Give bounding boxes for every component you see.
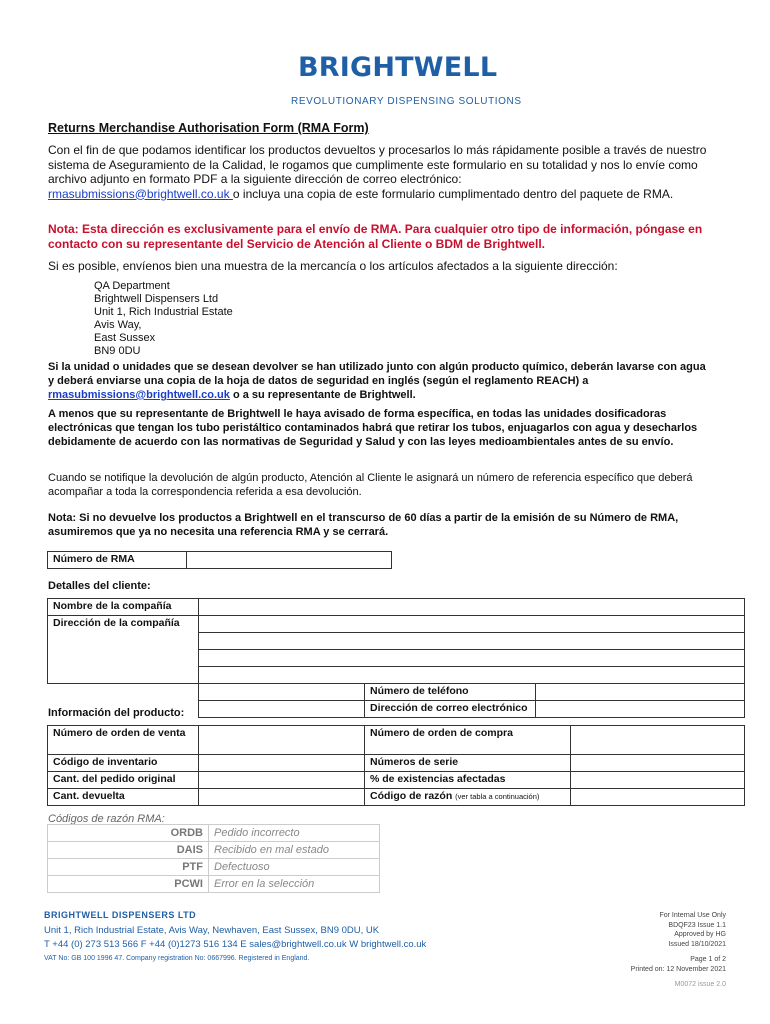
chemical-email-link[interactable]: rmasubmissions@brightwell.co.uk bbox=[48, 389, 230, 401]
code-cell: PTF bbox=[48, 859, 209, 876]
client-table bbox=[47, 598, 745, 718]
company-name-field[interactable] bbox=[199, 599, 745, 616]
phone-field[interactable] bbox=[536, 684, 745, 701]
sales-order-label: Número de orden de venta bbox=[48, 726, 199, 755]
serial-numbers-label: Números de serie bbox=[365, 755, 571, 772]
footer-address: Unit 1, Rich Industrial Estate, Avis Way, Newhaven, East Sussex, BN9 0DU, UK bbox=[44, 925, 380, 936]
reason-code-field[interactable] bbox=[571, 789, 745, 806]
code-row bbox=[48, 842, 380, 859]
company-name-label: Nombre de la compañía bbox=[48, 599, 199, 616]
address-line: East Sussex bbox=[94, 332, 156, 344]
rma-email-link[interactable]: rmasubmissions@brightwell.co.uk bbox=[48, 186, 233, 201]
purchase-order-label: Número de orden de compra bbox=[365, 726, 571, 755]
affected-pct-label: % de existencias afectadas bbox=[365, 772, 571, 789]
email-label: Dirección de correo electrónico bbox=[365, 701, 536, 718]
code-desc: Pedido incorrecto bbox=[209, 825, 380, 842]
intro-text-2: o incluya una copia de este formulario cumplimentado dentro del paquete de RMA. bbox=[232, 186, 674, 201]
reason-code-label bbox=[365, 789, 571, 806]
doc-issue: M0072 issue 2.0 bbox=[674, 981, 726, 988]
code-cell: DAIS bbox=[48, 842, 209, 859]
code-desc: Error en la selección bbox=[209, 876, 380, 893]
chemical-paragraph bbox=[48, 360, 708, 402]
affected-pct-field[interactable] bbox=[571, 772, 745, 789]
intro-text-1: Con el fin de que podamos identificar los productos devueltos y procesarlos lo más rápidamente posible a través de nuestro sistema de Aseguramiento de la Calidad, le rogamos que cumplimente este formulario en su totalidad y nos lo envíe como archivo adjunto en formato PDF a la siguiente dirección de correo electrónico: bbox=[48, 143, 707, 186]
sales-order-field[interactable] bbox=[199, 726, 365, 755]
printed-date: Printed on: 12 November 2021 bbox=[630, 965, 726, 973]
address-line: BN9 0DU bbox=[94, 345, 141, 357]
page-info bbox=[631, 955, 726, 974]
chemical-text-1: Si la unidad o unidades que se desean devolver se han utilizado junto con algún producto químico, deberán lavarse con agua y deberá enviarse una copia de la hoja de datos de seguridad en inglés (según el reglamento REACH) a bbox=[48, 361, 706, 387]
company-address-label: Dirección de la compañía bbox=[48, 616, 199, 684]
product-table bbox=[47, 725, 745, 806]
inventory-code-label: Código de inventario bbox=[48, 755, 199, 772]
return-address bbox=[94, 280, 233, 358]
original-qty-field[interactable] bbox=[199, 772, 365, 789]
internal-use-block bbox=[659, 911, 726, 949]
code-desc: Recibido en mal estado bbox=[209, 842, 380, 859]
internal-line: Approved by HG bbox=[674, 931, 726, 938]
reason-code-note: (ver tabla a continuación) bbox=[455, 792, 540, 801]
code-cell: PCWI bbox=[48, 876, 209, 893]
email-field[interactable] bbox=[536, 701, 745, 718]
footer-company: BRIGHTWELL DISPENSERS LTD bbox=[44, 910, 197, 920]
footer-vat: VAT No: GB 100 1996 47. Company registration No: 0667996. Registered in England. bbox=[44, 955, 310, 962]
electronic-paragraph: A menos que su representante de Brightwell le haya avisado de forma específica, en todas las unidades dosificadoras electrónicas que tengan los tubo peristáltico contaminados habrá que retirar los tubos, enjuagarlos con agua y desecharlos debidamente de acuerdo con las normativas de Seguridad y Salud y con las leyes medioambientales antes de su envío. bbox=[48, 408, 698, 448]
codes-heading: Códigos de razón RMA: bbox=[48, 813, 165, 825]
intro-paragraph bbox=[48, 143, 718, 201]
code-cell: ORDB bbox=[48, 825, 209, 842]
address-field-2[interactable] bbox=[199, 633, 745, 650]
returned-qty-label: Cant. devuelta bbox=[48, 789, 199, 806]
internal-line: BDQF23 Issue 1.1 bbox=[668, 921, 726, 929]
code-row bbox=[48, 876, 380, 893]
notify-paragraph: Cuando se notifique la devolución de algún producto, Atención al Cliente le asignará un número de referencia específico que deberá acompañar a toda la correspondencia referida a esa devolución. bbox=[48, 472, 693, 498]
code-desc: Defectuoso bbox=[209, 859, 380, 876]
address-field-1[interactable] bbox=[199, 616, 745, 633]
brightwell-logo: BRIGHTWELL bbox=[298, 52, 498, 83]
note-60-days: Nota: Si no devuelve los productos a Brightwell en el transcurso de 60 días a partir de la emisión de su Número de RMA, asumiremos que ya no necesita una referencia RMA y se cerrará. bbox=[48, 512, 679, 538]
rma-number-table bbox=[47, 551, 392, 569]
code-row bbox=[48, 859, 380, 876]
phone-label: Número de teléfono bbox=[365, 684, 536, 701]
original-qty-label: Cant. del pedido original bbox=[48, 772, 199, 789]
rma-number-field[interactable] bbox=[187, 552, 392, 569]
reason-codes-table bbox=[47, 824, 380, 893]
purchase-order-field[interactable] bbox=[571, 726, 745, 755]
spacer bbox=[48, 684, 199, 701]
address-field-4[interactable] bbox=[199, 667, 745, 684]
tagline: REVOLUTIONARY DISPENSING SOLUTIONS bbox=[291, 96, 522, 107]
sample-text: Si es posible, envíenos bien una muestra de la mercancía o los artículos afectados a la siguiente dirección: bbox=[48, 259, 618, 273]
serial-numbers-field[interactable] bbox=[571, 755, 745, 772]
inventory-code-field[interactable] bbox=[199, 755, 365, 772]
note-exclusive: Nota: Esta dirección es exclusivamente para el envío de RMA. Para cualquier otro tipo de información, póngase en contacto con su representante del Servicio de Atención al Cliente o BDM de Brightwell. bbox=[48, 222, 703, 251]
address-line: QA Department bbox=[94, 280, 170, 292]
client-heading: Detalles del cliente: bbox=[48, 580, 151, 592]
chemical-text-2: o a su representante de Brightwell. bbox=[229, 389, 416, 401]
internal-line: For Internal Use Only bbox=[659, 912, 726, 919]
page-number: Page 1 of 2 bbox=[690, 956, 726, 963]
address-line: Brightwell Dispensers Ltd bbox=[94, 293, 219, 305]
reason-code-text: Código de razón bbox=[370, 790, 453, 802]
returned-qty-field[interactable] bbox=[199, 789, 365, 806]
internal-line: Issued 18/10/2021 bbox=[668, 940, 726, 948]
phone-spacer bbox=[199, 684, 365, 701]
address-field-3[interactable] bbox=[199, 650, 745, 667]
address-line: Unit 1, Rich Industrial Estate bbox=[94, 306, 233, 318]
email-spacer bbox=[199, 701, 365, 718]
footer-contact: T +44 (0) 273 513 566 F +44 (0)1273 516 134 E sales@brightwell.co.uk W brightwell.co.uk bbox=[44, 939, 427, 950]
page-title: Returns Merchandise Authorisation Form (RMA Form) bbox=[48, 121, 369, 135]
address-line: Avis Way, bbox=[94, 319, 142, 331]
product-heading: Información del producto: bbox=[48, 707, 185, 719]
rma-number-label: Número de RMA bbox=[48, 552, 187, 569]
code-row bbox=[48, 825, 380, 842]
